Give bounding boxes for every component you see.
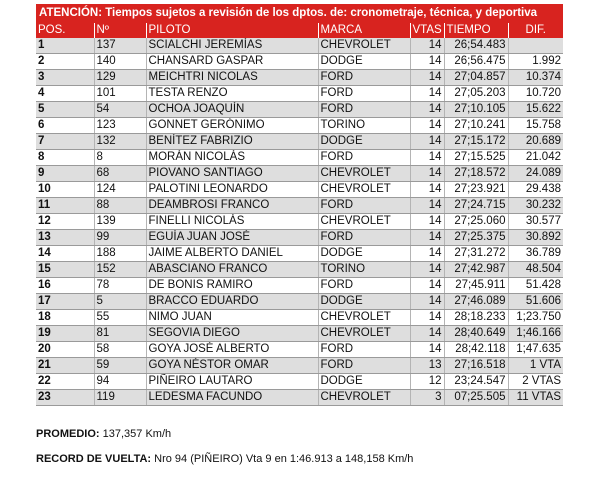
cell-pos: 23: [36, 390, 94, 406]
cell-tiempo: 26;56.475: [444, 54, 508, 70]
cell-pos: 2: [36, 54, 94, 70]
cell-num: 129: [94, 70, 146, 86]
cell-vtas: 14: [410, 150, 444, 166]
cell-num: 94: [94, 374, 146, 390]
cell-vtas: 14: [410, 310, 444, 326]
cell-num: 123: [94, 118, 146, 134]
cell-num: 55: [94, 310, 146, 326]
cell-dif: 51.606: [508, 294, 563, 310]
cell-pos: 17: [36, 294, 94, 310]
cell-dif: 36.789: [508, 246, 563, 262]
table-row: [36, 38, 563, 54]
cell-marca: FORD: [318, 198, 410, 214]
cell-num: 152: [94, 262, 146, 278]
cell-vtas: 14: [410, 230, 444, 246]
cell-num: 139: [94, 214, 146, 230]
cell-tiempo: 27;46.089: [444, 294, 508, 310]
cell-piloto: OCHOA JOAQUÍN: [146, 102, 318, 118]
cell-tiempo: 28;40.649: [444, 326, 508, 342]
record-value: Nro 94 (PIÑEIRO) Vta 9 en 1:46.913 a 148,158 Km/h: [154, 453, 414, 465]
cell-pos: 14: [36, 246, 94, 262]
cell-pos: 19: [36, 326, 94, 342]
cell-num: 119: [94, 390, 146, 406]
cell-dif: 1;47.635: [508, 342, 563, 358]
cell-pos: 11: [36, 198, 94, 214]
cell-tiempo: 27;18.572: [444, 166, 508, 182]
cell-dif: 2 VTAS: [508, 374, 563, 390]
cell-vtas: 14: [410, 198, 444, 214]
table-row: [36, 374, 563, 390]
cell-vtas: 14: [410, 342, 444, 358]
cell-pos: 13: [36, 230, 94, 246]
cell-piloto: PIOVANO SANTIAGO: [146, 166, 318, 182]
table-row: [36, 134, 563, 150]
cell-marca: CHEVROLET: [318, 38, 410, 54]
cell-num: 81: [94, 326, 146, 342]
cell-num: 59: [94, 358, 146, 374]
cell-marca: CHEVROLET: [318, 166, 410, 182]
cell-vtas: 14: [410, 278, 444, 294]
cell-pos: 22: [36, 374, 94, 390]
cell-vtas: 14: [410, 182, 444, 198]
cell-piloto: MEICHTRI NICOLAS: [146, 70, 318, 86]
cell-dif: 30.577: [508, 214, 563, 230]
cell-tiempo: 27;42.987: [444, 262, 508, 278]
cell-piloto: CHANSARD GASPAR: [146, 54, 318, 70]
table-row: [36, 70, 563, 86]
cell-tiempo: 27;15.172: [444, 134, 508, 150]
table-row: [36, 294, 563, 310]
table-row: [36, 358, 563, 374]
cell-piloto: NIMO JUAN: [146, 310, 318, 326]
column-header-pos: POS.: [36, 23, 94, 38]
table-row: [36, 342, 563, 358]
cell-vtas: 12: [410, 374, 444, 390]
cell-marca: CHEVROLET: [318, 310, 410, 326]
cell-marca: TORINO: [318, 118, 410, 134]
cell-dif: 20.689: [508, 134, 563, 150]
cell-pos: 12: [36, 214, 94, 230]
table-row: [36, 214, 563, 230]
column-header-marca: MARCA: [318, 23, 410, 38]
cell-piloto: JAIME ALBERTO DANIEL: [146, 246, 318, 262]
table-row: [36, 310, 563, 326]
cell-pos: 4: [36, 86, 94, 102]
cell-tiempo: 27;05.203: [444, 86, 508, 102]
cell-num: 101: [94, 86, 146, 102]
cell-pos: 20: [36, 342, 94, 358]
cell-tiempo: 27;24.715: [444, 198, 508, 214]
cell-vtas: 14: [410, 54, 444, 70]
cell-tiempo: 27;23.921: [444, 182, 508, 198]
table-row: [36, 102, 563, 118]
table-row: [36, 182, 563, 198]
cell-pos: 6: [36, 118, 94, 134]
cell-tiempo: 28;18.233: [444, 310, 508, 326]
cell-dif: 15.622: [508, 102, 563, 118]
cell-tiempo: 26;54.483: [444, 38, 508, 54]
table-row: [36, 326, 563, 342]
cell-vtas: 13: [410, 358, 444, 374]
cell-num: 8: [94, 150, 146, 166]
cell-tiempo: 27;04.857: [444, 70, 508, 86]
column-header-piloto: PILOTO: [146, 23, 318, 38]
cell-piloto: TESTA RENZO: [146, 86, 318, 102]
cell-piloto: SCIALCHI JEREMÍAS: [146, 38, 318, 54]
cell-pos: 21: [36, 358, 94, 374]
results-table: [36, 23, 563, 406]
cell-num: 124: [94, 182, 146, 198]
cell-num: 78: [94, 278, 146, 294]
cell-marca: DODGE: [318, 134, 410, 150]
cell-vtas: 14: [410, 86, 444, 102]
cell-vtas: 14: [410, 118, 444, 134]
warning-banner: ATENCIÓN: Tiempos sujetos a revisión de los dptos. de: cronometraje, técnica, y deportiva: [36, 4, 563, 23]
table-row: [36, 262, 563, 278]
cell-num: 54: [94, 102, 146, 118]
cell-marca: TORINO: [318, 262, 410, 278]
cell-piloto: GOYA NÉSTOR OMAR: [146, 358, 318, 374]
cell-pos: 16: [36, 278, 94, 294]
cell-dif: 30.892: [508, 230, 563, 246]
cell-tiempo: 27;10.241: [444, 118, 508, 134]
cell-tiempo: 27;45.911: [444, 278, 508, 294]
table-row: [36, 246, 563, 262]
table-header-row: [36, 23, 563, 38]
cell-dif: 51.428: [508, 278, 563, 294]
promedio-label: PROMEDIO:: [36, 428, 100, 440]
cell-num: 99: [94, 230, 146, 246]
cell-tiempo: 28;42.118: [444, 342, 508, 358]
cell-piloto: PIÑEIRO LAUTARO: [146, 374, 318, 390]
table-row: [36, 54, 563, 70]
cell-dif: 24.089: [508, 166, 563, 182]
cell-vtas: 14: [410, 134, 444, 150]
cell-vtas: 14: [410, 38, 444, 54]
cell-dif: 21.042: [508, 150, 563, 166]
cell-vtas: 14: [410, 262, 444, 278]
promedio-value: 137,357 Km/h: [102, 428, 172, 440]
column-header-dif: DIF.: [508, 23, 563, 38]
cell-pos: 3: [36, 70, 94, 86]
cell-dif: 1 VTA: [508, 358, 563, 374]
cell-piloto: GONNET GERÓNIMO: [146, 118, 318, 134]
table-row: [36, 166, 563, 182]
cell-marca: FORD: [318, 230, 410, 246]
cell-dif: 1;46.166: [508, 326, 563, 342]
cell-marca: FORD: [318, 278, 410, 294]
column-header-num: Nº: [94, 23, 146, 38]
cell-num: 88: [94, 198, 146, 214]
results-sheet: [36, 4, 563, 406]
cell-dif: 48.504: [508, 262, 563, 278]
cell-vtas: 14: [410, 166, 444, 182]
cell-vtas: 3: [410, 390, 444, 406]
cell-vtas: 14: [410, 326, 444, 342]
cell-marca: FORD: [318, 358, 410, 374]
cell-pos: 1: [36, 38, 94, 54]
cell-vtas: 14: [410, 246, 444, 262]
cell-piloto: GOYA JOSÉ ALBERTO: [146, 342, 318, 358]
table-row: [36, 118, 563, 134]
cell-tiempo: 27;16.518: [444, 358, 508, 374]
table-row: [36, 278, 563, 294]
cell-marca: FORD: [318, 86, 410, 102]
table-row: [36, 390, 563, 406]
cell-vtas: 14: [410, 214, 444, 230]
cell-marca: CHEVROLET: [318, 326, 410, 342]
cell-marca: FORD: [318, 70, 410, 86]
column-header-vtas: VTAS: [410, 23, 444, 38]
cell-tiempo: 27;15.525: [444, 150, 508, 166]
cell-tiempo: 07;25.505: [444, 390, 508, 406]
cell-marca: DODGE: [318, 246, 410, 262]
cell-vtas: 14: [410, 70, 444, 86]
table-row: [36, 198, 563, 214]
table-row: [36, 230, 563, 246]
cell-marca: FORD: [318, 102, 410, 118]
cell-piloto: DE BONIS RAMIRO: [146, 278, 318, 294]
cell-num: 58: [94, 342, 146, 358]
cell-pos: 7: [36, 134, 94, 150]
promedio-line: [36, 428, 576, 440]
cell-vtas: 14: [410, 294, 444, 310]
cell-piloto: EGUÍA JUAN JOSÉ: [146, 230, 318, 246]
cell-piloto: SEGOVIA DIEGO: [146, 326, 318, 342]
cell-dif: [508, 38, 563, 54]
cell-dif: 15.758: [508, 118, 563, 134]
cell-dif: 1;23.750: [508, 310, 563, 326]
cell-marca: FORD: [318, 150, 410, 166]
cell-pos: 5: [36, 102, 94, 118]
cell-tiempo: 27;10.105: [444, 102, 508, 118]
cell-marca: CHEVROLET: [318, 214, 410, 230]
table-row: [36, 86, 563, 102]
cell-dif: 10.374: [508, 70, 563, 86]
record-label: RECORD DE VUELTA:: [36, 453, 152, 465]
cell-marca: CHEVROLET: [318, 182, 410, 198]
table-row: [36, 150, 563, 166]
record-line: [36, 453, 576, 465]
cell-pos: 8: [36, 150, 94, 166]
cell-dif: 30.232: [508, 198, 563, 214]
cell-num: 188: [94, 246, 146, 262]
cell-num: 132: [94, 134, 146, 150]
cell-piloto: PALOTINI LEONARDO: [146, 182, 318, 198]
cell-vtas: 14: [410, 102, 444, 118]
cell-piloto: FINELLI NICOLÁS: [146, 214, 318, 230]
cell-marca: CHEVROLET: [318, 390, 410, 406]
cell-marca: FORD: [318, 342, 410, 358]
cell-piloto: BRACCO EDUARDO: [146, 294, 318, 310]
column-header-tiempo: TIEMPO: [444, 23, 508, 38]
cell-pos: 18: [36, 310, 94, 326]
cell-num: 137: [94, 38, 146, 54]
cell-piloto: MORÁN NICOLÁS: [146, 150, 318, 166]
cell-piloto: DEAMBROSI FRANCO: [146, 198, 318, 214]
cell-marca: DODGE: [318, 374, 410, 390]
cell-dif: 11 VTAS: [508, 390, 563, 406]
cell-tiempo: 27;25.060: [444, 214, 508, 230]
cell-dif: 1.992: [508, 54, 563, 70]
cell-piloto: LEDESMA FACUNDO: [146, 390, 318, 406]
cell-tiempo: 23;24.547: [444, 374, 508, 390]
cell-num: 140: [94, 54, 146, 70]
cell-dif: 10.720: [508, 86, 563, 102]
cell-tiempo: 27;25.375: [444, 230, 508, 246]
cell-dif: 29.438: [508, 182, 563, 198]
cell-marca: DODGE: [318, 54, 410, 70]
cell-marca: DODGE: [318, 294, 410, 310]
cell-num: 68: [94, 166, 146, 182]
cell-pos: 9: [36, 166, 94, 182]
cell-tiempo: 27;31.272: [444, 246, 508, 262]
cell-piloto: ABASCIANO FRANCO: [146, 262, 318, 278]
cell-pos: 10: [36, 182, 94, 198]
cell-num: 5: [94, 294, 146, 310]
cell-piloto: BENÍTEZ FABRIZIO: [146, 134, 318, 150]
cell-pos: 15: [36, 262, 94, 278]
